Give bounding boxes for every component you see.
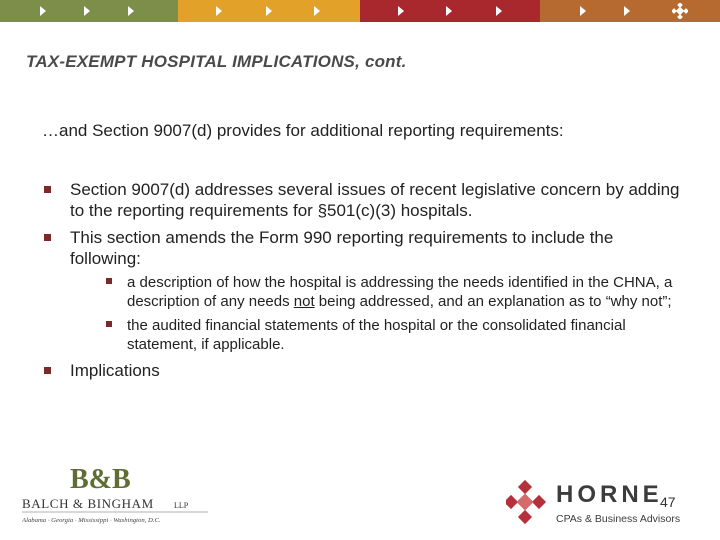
bullet-text: Implications <box>70 361 160 380</box>
horne-emblem-icon <box>672 3 688 19</box>
slide-title: TAX-EXEMPT HOSPITAL IMPLICATIONS, cont. <box>26 52 407 71</box>
arrow-icon <box>266 6 272 16</box>
bb-llp: LLP <box>174 501 189 510</box>
banner-segment-green <box>0 0 178 22</box>
arrow-icon <box>84 6 90 16</box>
sub-bullet-list <box>100 273 684 354</box>
bullet-text: This section amends the Form 990 reporting requirements to include the following: <box>70 228 614 268</box>
arrow-icon <box>398 6 404 16</box>
top-banner <box>0 0 720 22</box>
bullet-icon <box>106 321 112 327</box>
page-number: 47 <box>660 494 676 510</box>
bullet-icon <box>106 278 112 284</box>
bb-tagline: Alabama · Georgia · Mississippi · Washington, D.C. <box>22 517 161 524</box>
banner-segment-gold <box>178 0 360 22</box>
bullet-icon <box>44 234 51 241</box>
bullet-text: Section 9007(d) addresses several issues of recent legislative concern by adding to the reporting requirements for §501(c)(3) hospitals. <box>70 180 680 220</box>
horne-emblem-icon <box>506 480 546 524</box>
bullet-list <box>44 179 684 387</box>
banner-segment-red <box>360 0 540 22</box>
underlined-word: not <box>293 293 315 310</box>
sub-bullet-text: the audited financial statements of the hospital or the consolidated financial statement, if applicable. <box>127 317 626 353</box>
arrow-icon <box>496 6 502 16</box>
list-item <box>44 179 684 221</box>
horne-tagline: CPAs & Business Advisors <box>556 513 681 525</box>
arrow-icon <box>40 6 46 16</box>
balch-bingham-logo <box>22 460 212 530</box>
list-item <box>44 227 684 354</box>
bb-monogram: B&B <box>70 464 131 495</box>
arrow-icon <box>128 6 134 16</box>
sub-list-item <box>100 316 684 354</box>
sub-list-item <box>100 273 684 311</box>
horne-wordmark: HORNE <box>556 481 663 508</box>
bullet-icon <box>44 186 51 193</box>
arrow-icon <box>624 6 630 16</box>
bullet-icon <box>44 367 51 374</box>
arrow-icon <box>446 6 452 16</box>
list-item <box>44 360 684 381</box>
banner-segment-orange <box>540 0 720 22</box>
bb-firm-name: BALCH & BINGHAM <box>22 496 154 511</box>
arrow-icon <box>216 6 222 16</box>
sub-bullet-text-part: a description of how the hospital is addressing the needs identified in the CHNA, a description of any needs <box>127 274 673 310</box>
sub-bullet-text-part: being addressed, and an explanation as to “why not”; <box>314 293 672 310</box>
intro-text: …and Section 9007(d) provides for additional reporting requirements: <box>42 121 564 140</box>
arrow-icon <box>580 6 586 16</box>
arrow-icon <box>314 6 320 16</box>
